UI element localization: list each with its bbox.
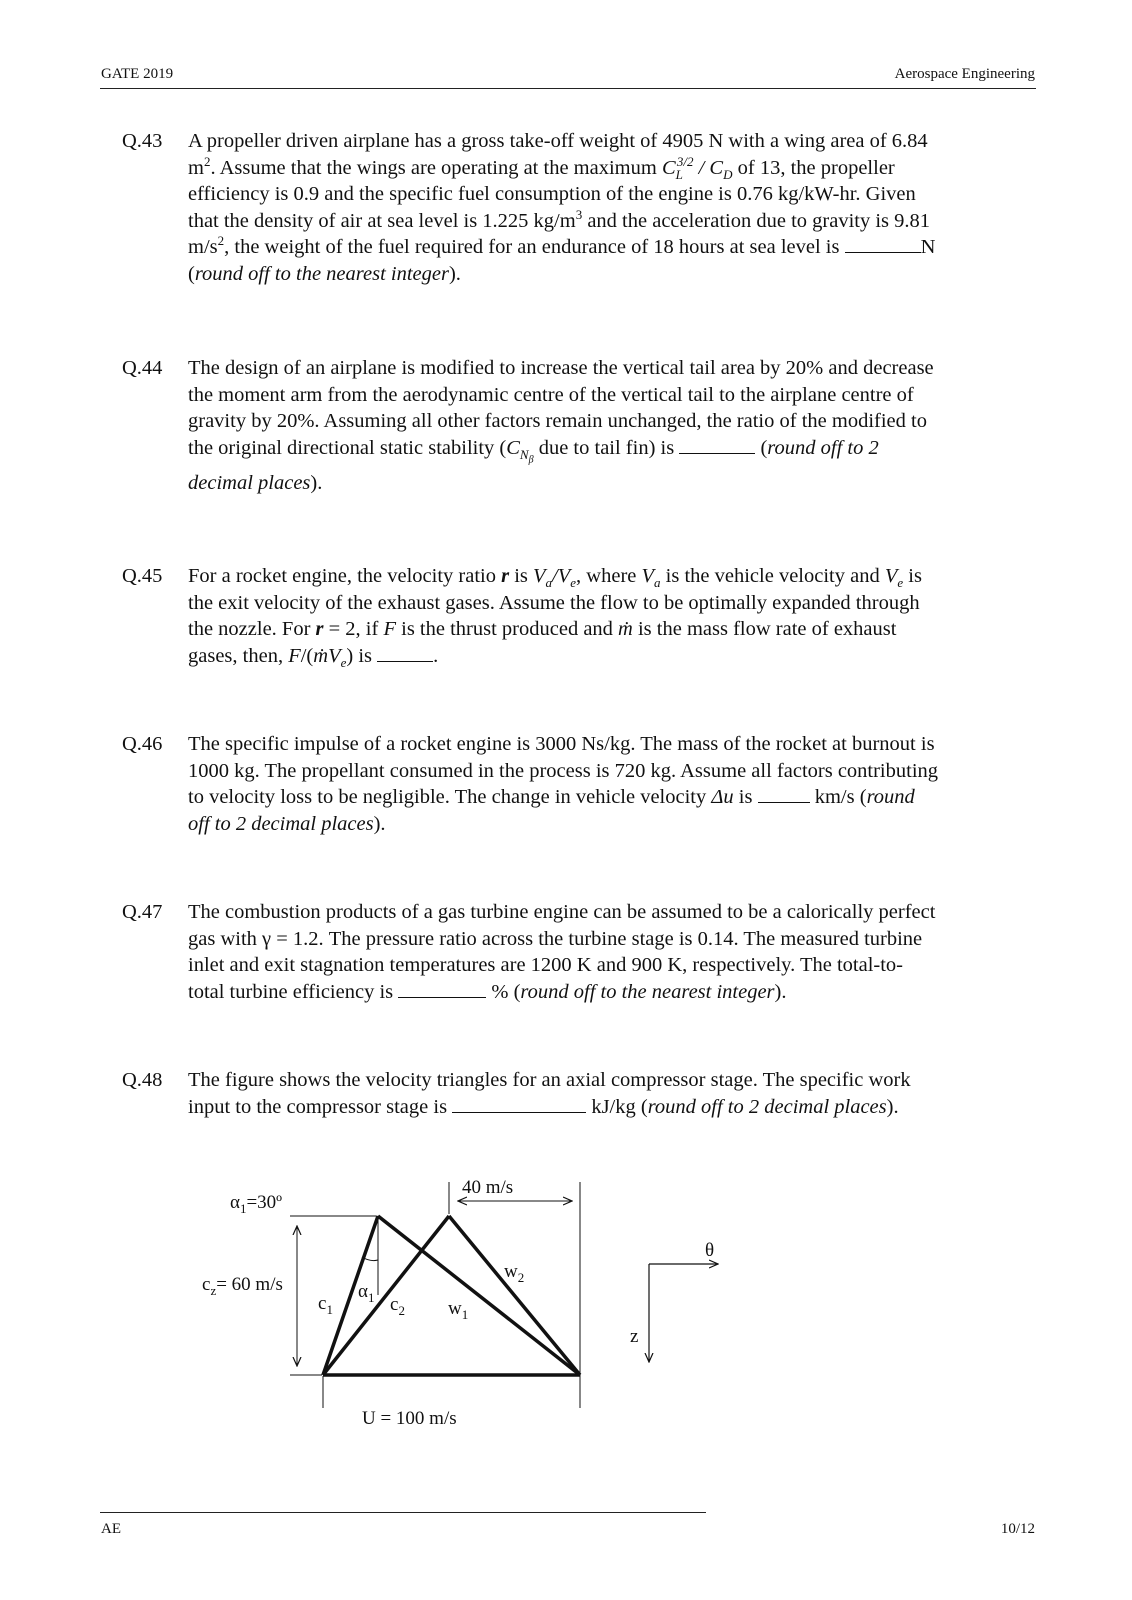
question-number: Q.45: [122, 565, 163, 587]
alpha1-angle-label: $\alpha_1$: [358, 1281, 375, 1305]
question-number: Q.48: [122, 1069, 163, 1091]
question-number: Q.47: [122, 901, 163, 923]
question-body: The combustion products of a gas turbine engine can be assumed to be a calorically perfect gas with γ = 1.2. The pressure ratio across the turbine stage is 0.14. The measured turbine inlet and exit stagnation temperatures are 1200 K and 900 K, respectively. The total-to- total turbine efficiency is % (round off to the nearest integer).: [188, 901, 936, 1003]
footer-rule: [100, 1512, 706, 1513]
question-body: The specific impulse of a rocket engine is 3000 Ns/kg. The mass of the rocket at burnout is 1000 kg. The propellant consumed in the process is 720 kg. Assume all factors contributing to velocity loss to be negligible. The change in vehicle velocity Δu is km/s (round off to 2 decimal places).: [188, 733, 939, 835]
w1-vector: [378, 1216, 580, 1375]
header-right: Aerospace Engineering: [894, 66, 1035, 82]
w2-vector: [449, 1216, 580, 1375]
c2-vector: [323, 1216, 449, 1375]
question-number: Q.46: [122, 733, 163, 755]
theta-label: θ: [705, 1240, 715, 1261]
page-number: 10/12: [1000, 1521, 1035, 1537]
question-body: A propeller driven airplane has a gross take-off weight of 4905 N with a wing area of 6.84 $m^2$. Assume that the wings are operating at the maximum $C_L^{3/2} / C_D$ of 13, the propeller efficiency is 0.9 and the specific fuel consumption of the engine is 0.76 kg/kW-hr. Given that the density of air at sea level is 1.225 $kg/m^3$ and the acceleration due to gravity is 9.81 $m/s^2$, the weight of the fuel required for an endurance of 18 hours at sea level is N (round off to the nearest integer).: [188, 130, 936, 285]
footer-left: AE: [101, 1521, 121, 1537]
alpha1-label: $\alpha_1=30º$: [230, 1192, 283, 1216]
w1-label: $w_1$: [448, 1298, 469, 1322]
header-left: GATE 2019: [101, 66, 174, 82]
question-body: The figure shows the velocity triangles for an axial compressor stage. The specific work input to the compressor stage is kJ/kg (round off to 2 decimal places).: [188, 1069, 911, 1118]
z-label: z: [630, 1326, 639, 1347]
w-rel-label: 40 m/s: [462, 1177, 514, 1198]
c1-label: $c_1$: [318, 1293, 333, 1317]
question-number: Q.44: [122, 357, 163, 379]
c2-label: $c_2$: [390, 1294, 405, 1318]
w2-label: $w_2$: [504, 1261, 525, 1285]
u-label: U = 100 m/s: [362, 1408, 457, 1429]
cn-beta-symbol: $C_{N_\beta}$: [506, 436, 534, 466]
question-body: For a rocket engine, the velocity ratio r is $V_a/V_e$, where $V_a$ is the vehicle velocity and $V_e$ is the exit velocity of the exhaust gases. Assume the flow to be optimally expanded through the nozzle. For r = 2, if F is the thrust produced and ṁ is the mass flow rate of exhaust gases, then, F/(ṁV$_e$) is .: [188, 565, 922, 670]
cl-cd-ratio: $C_L^{3/2} / C_D$: [661, 153, 733, 182]
question-body: The design of an airplane is modified to increase the vertical tail area by 20% and decrease the moment arm from the aerodynamic centre of the vertical tail to the airplane centre of gravity by 20%. Assuming all other factors remain unchanged, the ratio of the modified to the original directional static stability ($C_{N_\beta}$ due to tail fin) is (round off to 2 decimal places).: [188, 357, 934, 494]
question-number: Q.43: [122, 130, 163, 152]
cz-label: $c_z= 60$ m/s: [202, 1274, 283, 1298]
